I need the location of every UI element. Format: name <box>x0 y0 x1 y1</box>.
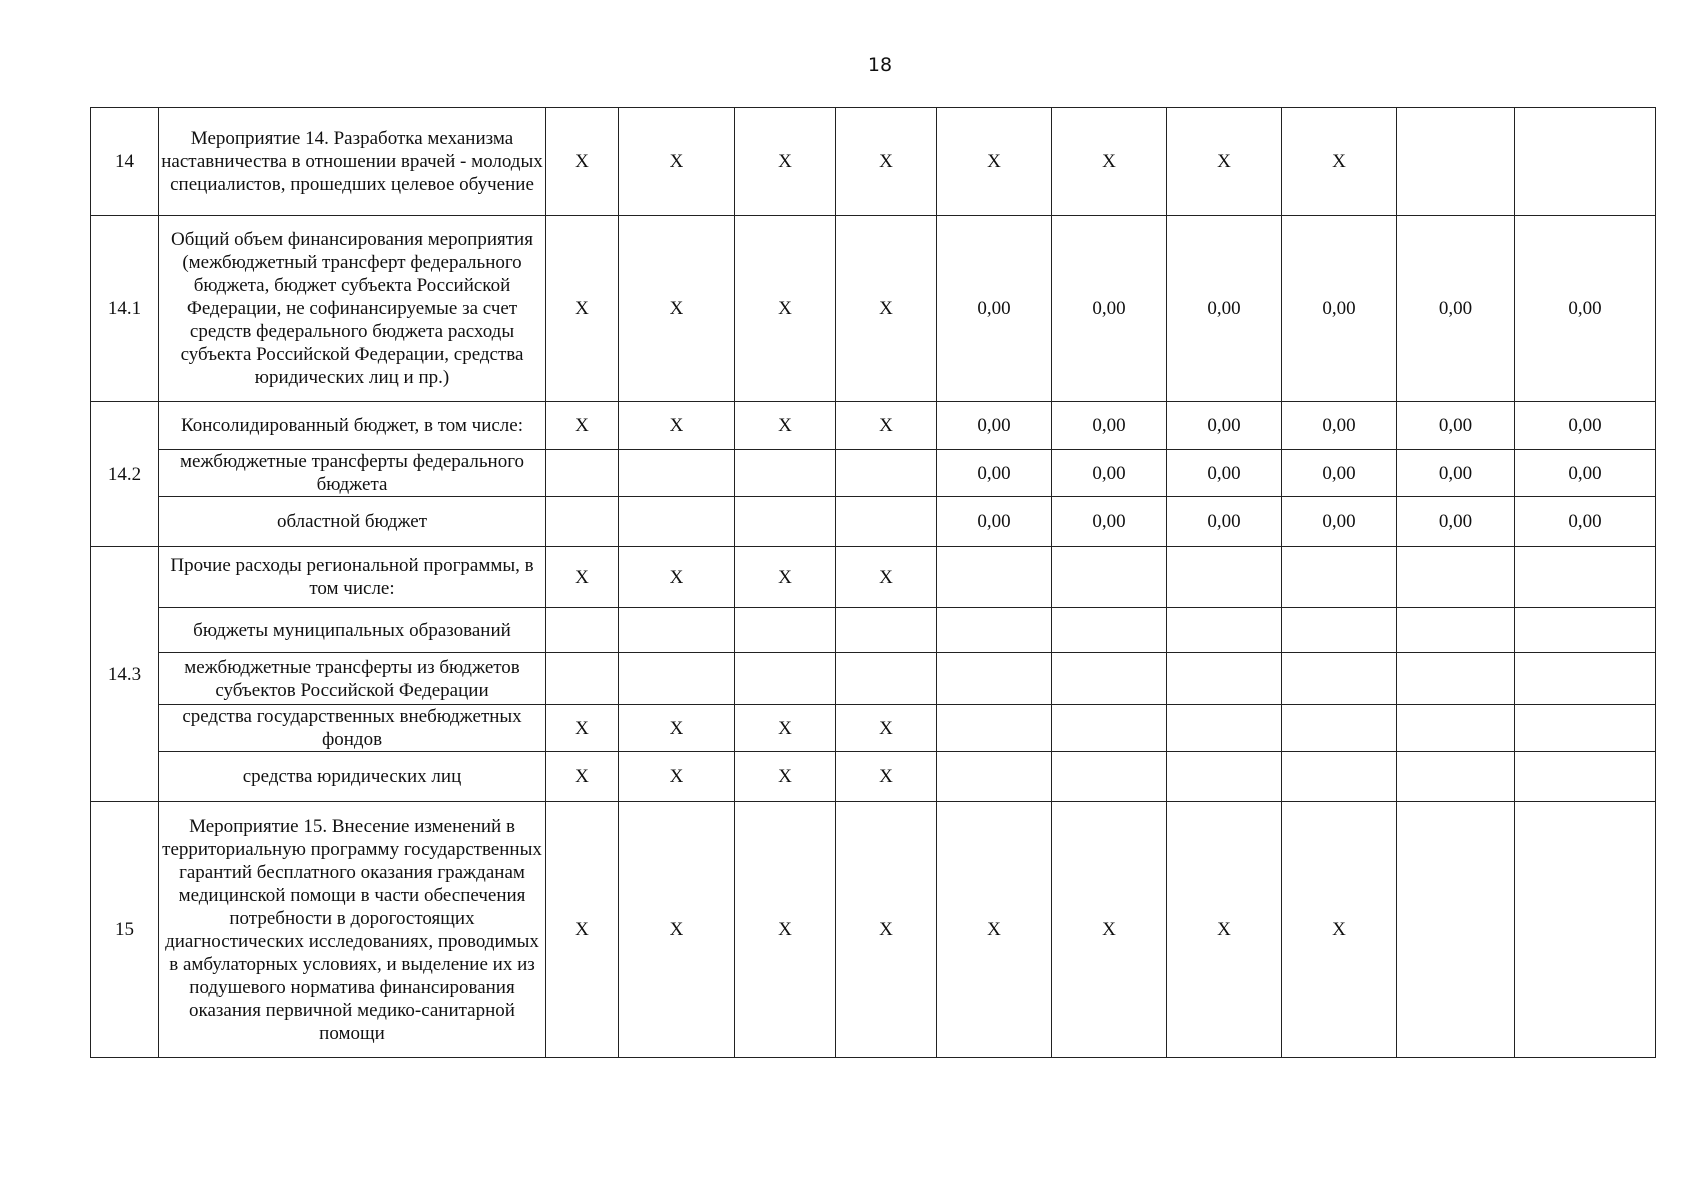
table-cell: 0,00 <box>1167 402 1282 450</box>
table-cell: X <box>1052 108 1167 216</box>
table-cell <box>619 653 735 705</box>
table-cell: X <box>735 802 836 1058</box>
table-cell <box>937 705 1052 752</box>
row-description: Общий объем финансирования мероприятия (межбюджетный трансферт федерального бюджета, бюджет субъекта Российской Федерации, не софинансируемые за счет средств федерального бюджета расходы субъекта Российской Федерации, средства юридических лиц и пр.) <box>159 216 546 402</box>
table-cell: X <box>836 216 937 402</box>
table-cell: 0,00 <box>1515 497 1656 547</box>
table-cell <box>1397 752 1515 802</box>
row-number: 14.2 <box>91 402 159 547</box>
table-cell: 0,00 <box>1167 450 1282 497</box>
table-cell: 0,00 <box>937 497 1052 547</box>
table-cell <box>1515 705 1656 752</box>
table-row <box>91 653 1656 705</box>
table-cell: X <box>546 802 619 1058</box>
table-cell <box>1167 608 1282 653</box>
table-row <box>91 216 1656 402</box>
table-cell: X <box>937 108 1052 216</box>
table-cell: X <box>619 802 735 1058</box>
table-cell: 0,00 <box>1515 450 1656 497</box>
row-description: межбюджетные трансферты из бюджетов субъектов Российской Федерации <box>159 653 546 705</box>
table-cell <box>1397 547 1515 608</box>
table-body <box>91 108 1656 1058</box>
row-description: межбюджетные трансферты федерального бюджета <box>159 450 546 497</box>
table-cell <box>1282 752 1397 802</box>
financing-table <box>90 107 1656 1058</box>
table-cell: X <box>735 547 836 608</box>
row-description: Мероприятие 14. Разработка механизма наставничества в отношении врачей - молодых специалистов, прошедших целевое обучение <box>159 108 546 216</box>
table-cell <box>836 608 937 653</box>
table-cell <box>1052 705 1167 752</box>
table-cell: 0,00 <box>937 216 1052 402</box>
table-cell: X <box>1052 802 1167 1058</box>
table-cell: X <box>836 802 937 1058</box>
table-cell <box>836 450 937 497</box>
table-row <box>91 802 1656 1058</box>
table-cell: 0,00 <box>1282 450 1397 497</box>
table-cell: X <box>546 402 619 450</box>
table-cell: 0,00 <box>1282 497 1397 547</box>
table-cell: X <box>546 752 619 802</box>
table-cell: 0,00 <box>1397 216 1515 402</box>
table-cell <box>546 450 619 497</box>
table-cell: 0,00 <box>937 402 1052 450</box>
table-cell <box>1397 108 1515 216</box>
table-cell <box>1397 705 1515 752</box>
table-cell <box>836 653 937 705</box>
table-cell: X <box>619 705 735 752</box>
table-cell: X <box>735 752 836 802</box>
table-cell <box>619 450 735 497</box>
row-number: 15 <box>91 802 159 1058</box>
row-description: средства государственных внебюджетных фондов <box>159 705 546 752</box>
table-cell: X <box>1282 802 1397 1058</box>
table-cell <box>1167 547 1282 608</box>
table-row <box>91 752 1656 802</box>
table-cell: X <box>546 705 619 752</box>
table-cell: X <box>836 108 937 216</box>
table-cell <box>546 497 619 547</box>
table-cell: 0,00 <box>1397 450 1515 497</box>
table-cell: X <box>937 802 1052 1058</box>
table-cell <box>1052 752 1167 802</box>
row-number: 14.1 <box>91 216 159 402</box>
table-cell: 0,00 <box>1397 497 1515 547</box>
table-cell <box>1515 108 1656 216</box>
table-row <box>91 608 1656 653</box>
table-cell: X <box>735 216 836 402</box>
table-cell: X <box>546 108 619 216</box>
table-cell <box>1167 752 1282 802</box>
table-row <box>91 497 1656 547</box>
table-cell: X <box>619 402 735 450</box>
table-cell: X <box>735 705 836 752</box>
table-cell <box>735 653 836 705</box>
table-cell: X <box>619 547 735 608</box>
table-cell: X <box>619 108 735 216</box>
table-cell <box>1397 653 1515 705</box>
table-cell: 0,00 <box>1052 497 1167 547</box>
table-cell: 0,00 <box>1052 216 1167 402</box>
table-row <box>91 402 1656 450</box>
table-cell <box>619 608 735 653</box>
table-cell: X <box>836 402 937 450</box>
table-row <box>91 450 1656 497</box>
table-cell <box>1282 608 1397 653</box>
row-description: бюджеты муниципальных образований <box>159 608 546 653</box>
table-cell <box>735 608 836 653</box>
table-cell <box>546 608 619 653</box>
table-cell: 0,00 <box>1167 216 1282 402</box>
row-number: 14.3 <box>91 547 159 802</box>
table-cell: 0,00 <box>1052 402 1167 450</box>
table-cell <box>1397 802 1515 1058</box>
table-cell <box>937 752 1052 802</box>
page-number: 18 <box>867 54 893 76</box>
table-cell <box>937 608 1052 653</box>
row-number: 14 <box>91 108 159 216</box>
table-cell: X <box>735 402 836 450</box>
row-description: Мероприятие 15. Внесение изменений в территориальную программу государственных гарантий бесплатного оказания гражданам медицинской помощи в части обеспечения потребности в дорогостоящих диагностических исследованиях, проводимых в амбулаторных условиях, и выделение их из подушевого норматива финансирования оказания первичной медико-санитарной помощи <box>159 802 546 1058</box>
table-cell <box>1052 547 1167 608</box>
table-cell: X <box>836 705 937 752</box>
table-cell <box>1515 547 1656 608</box>
table-cell <box>546 653 619 705</box>
table-cell: X <box>546 547 619 608</box>
table-cell: X <box>836 752 937 802</box>
table-cell: X <box>619 216 735 402</box>
table-cell <box>937 547 1052 608</box>
table-cell <box>1282 653 1397 705</box>
table-cell <box>1397 608 1515 653</box>
table-cell <box>1282 705 1397 752</box>
row-description: областной бюджет <box>159 497 546 547</box>
table-cell <box>1052 653 1167 705</box>
table-cell <box>1515 653 1656 705</box>
table-cell <box>735 497 836 547</box>
table-row <box>91 108 1656 216</box>
table-cell: 0,00 <box>1515 402 1656 450</box>
table-cell: X <box>619 752 735 802</box>
table-cell: X <box>1167 108 1282 216</box>
table-cell <box>1167 653 1282 705</box>
table-cell <box>735 450 836 497</box>
table-cell: X <box>1167 802 1282 1058</box>
table-cell: X <box>546 216 619 402</box>
table-cell: X <box>1282 108 1397 216</box>
table-cell <box>1515 802 1656 1058</box>
table-cell <box>1052 608 1167 653</box>
table-cell: 0,00 <box>1515 216 1656 402</box>
table-cell: 0,00 <box>1167 497 1282 547</box>
table-row <box>91 705 1656 752</box>
row-description: Прочие расходы региональной программы, в том числе: <box>159 547 546 608</box>
table-cell: X <box>836 547 937 608</box>
table-cell <box>1167 705 1282 752</box>
table-cell: 0,00 <box>1282 216 1397 402</box>
table-cell: 0,00 <box>937 450 1052 497</box>
table-row <box>91 547 1656 608</box>
table-cell <box>1515 608 1656 653</box>
table-cell <box>937 653 1052 705</box>
table-cell <box>1515 752 1656 802</box>
table-cell <box>619 497 735 547</box>
table-cell <box>836 497 937 547</box>
row-description: Консолидированный бюджет, в том числе: <box>159 402 546 450</box>
table-cell: 0,00 <box>1052 450 1167 497</box>
table-cell: 0,00 <box>1282 402 1397 450</box>
row-description: средства юридических лиц <box>159 752 546 802</box>
table-cell: 0,00 <box>1397 402 1515 450</box>
table-cell: X <box>735 108 836 216</box>
table-cell <box>1282 547 1397 608</box>
